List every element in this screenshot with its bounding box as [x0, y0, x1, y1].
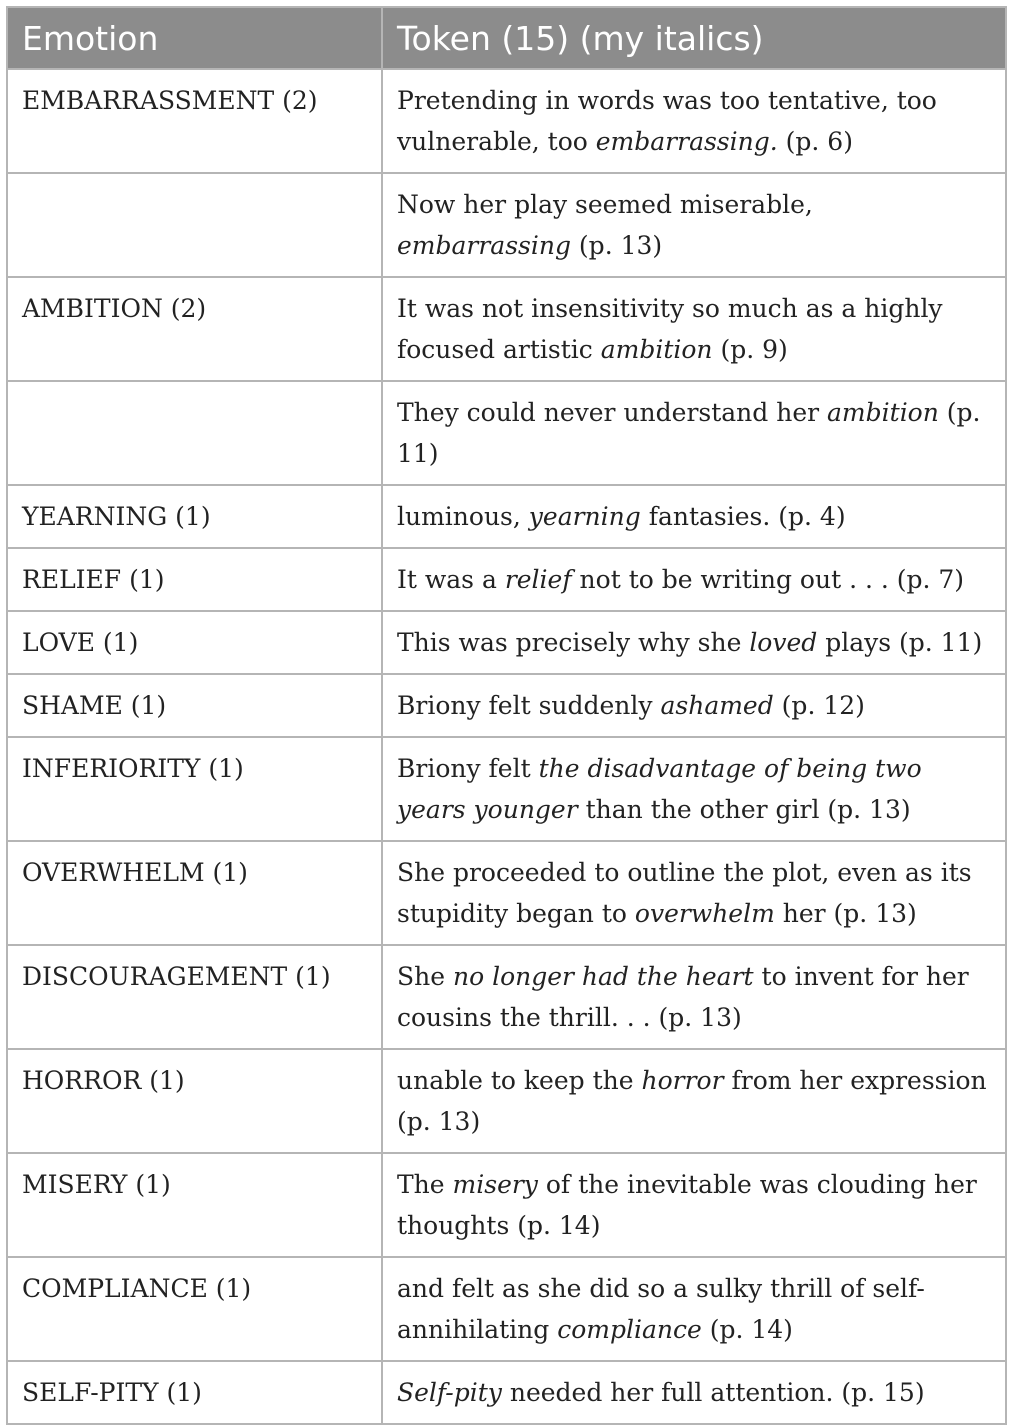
header-emotion: Emotion [7, 7, 382, 69]
token-italic-text: embarrassing [397, 231, 571, 260]
token-text: fantasies. (p. 4) [640, 502, 846, 531]
token-cell [382, 1361, 1006, 1424]
token-cell [382, 173, 1006, 277]
table-row [7, 841, 1006, 945]
emotion-cell: SELF-PITY (1) [7, 1361, 382, 1424]
token-italic-text: relief [504, 565, 572, 594]
token-text: (p. 11) [397, 398, 981, 468]
token-cell [382, 737, 1006, 841]
table-row [7, 674, 1006, 737]
emotion-cell: RELIEF (1) [7, 548, 382, 611]
table-row [7, 1153, 1006, 1257]
table-row [7, 381, 1006, 485]
token-text: Pretending in words was too tentative, too vulnerable, too [397, 86, 937, 156]
table-body [7, 69, 1006, 1424]
table-row [7, 485, 1006, 548]
table-row [7, 1049, 1006, 1153]
table-container [6, 6, 1005, 1425]
emotion-cell: LOVE (1) [7, 611, 382, 674]
token-italic-text: embarrassing. [595, 127, 778, 156]
emotion-cell: EMBARRASSMENT (2) [7, 69, 382, 173]
token-cell [382, 841, 1006, 945]
emotion-cell: COMPLIANCE (1) [7, 1257, 382, 1361]
table-row [7, 1361, 1006, 1424]
token-text: This was precisely why she [397, 628, 750, 657]
token-text: She [397, 962, 453, 991]
token-italic-text: horror [641, 1066, 724, 1095]
token-text: luminous, [397, 502, 529, 531]
token-italic-text: ambition [600, 335, 713, 364]
table-row [7, 611, 1006, 674]
table-row [7, 737, 1006, 841]
token-cell [382, 611, 1006, 674]
token-text: They could never understand her [397, 398, 828, 427]
token-text: (p. 12) [773, 691, 865, 720]
token-italic-text: Self-pity [397, 1378, 502, 1407]
token-italic-text: no longer had the heart [452, 962, 754, 991]
emotion-cell [7, 381, 382, 485]
token-italic-text: overwhelm [634, 899, 775, 928]
token-text: of the inevitable was clouding her thoughts (p. 14) [397, 1170, 977, 1240]
token-italic-text: the disadvantage of being two years younger [397, 754, 922, 824]
token-italic-text: yearning [528, 502, 641, 531]
token-text: needed her full attention. (p. 15) [501, 1378, 925, 1407]
token-italic-text: ashamed [660, 691, 774, 720]
emotion-cell [7, 173, 382, 277]
token-text: It was a [397, 565, 505, 594]
token-cell [382, 674, 1006, 737]
token-text: (p. 13) [570, 231, 663, 260]
table-row [7, 69, 1006, 173]
token-cell [382, 277, 1006, 381]
token-italic-text: loved [749, 628, 818, 657]
emotion-cell: OVERWHELM (1) [7, 841, 382, 945]
token-text: (p. 9) [712, 335, 788, 364]
token-italic-text: compliance [557, 1315, 702, 1344]
token-cell [382, 945, 1006, 1049]
emotion-cell: HORROR (1) [7, 1049, 382, 1153]
emotion-token-table [6, 6, 1007, 1425]
emotion-cell: AMBITION (2) [7, 277, 382, 381]
token-text: from her expression (p. 13) [397, 1066, 987, 1136]
emotion-cell: MISERY (1) [7, 1153, 382, 1257]
token-text: (p. 14) [701, 1315, 793, 1344]
table-row [7, 173, 1006, 277]
token-italic-text: misery [452, 1170, 538, 1199]
token-cell [382, 1153, 1006, 1257]
token-text: It was not insensitivity so much as a highly focused artistic [397, 294, 943, 364]
token-text: The [397, 1170, 453, 1199]
table-row [7, 277, 1006, 381]
token-text: She proceeded to outline the plot, even as its stupidity began to [397, 858, 972, 928]
token-text: to invent for her cousins the thrill. . . (p. 13) [397, 962, 969, 1032]
table-row [7, 1257, 1006, 1361]
token-text: than the other girl (p. 13) [577, 795, 911, 824]
emotion-cell: DISCOURAGEMENT (1) [7, 945, 382, 1049]
token-text: Briony felt suddenly [397, 691, 661, 720]
token-text: plays (p. 11) [817, 628, 983, 657]
token-cell [382, 548, 1006, 611]
table-header [7, 7, 1006, 69]
token-cell [382, 1257, 1006, 1361]
emotion-cell: SHAME (1) [7, 674, 382, 737]
token-text: not to be writing out . . . (p. 7) [571, 565, 965, 594]
token-text: Now her play seemed miserable, [397, 190, 813, 219]
table-row [7, 548, 1006, 611]
token-text: (p. 6) [777, 127, 853, 156]
header-row [7, 7, 1006, 69]
token-text: unable to keep the [397, 1066, 642, 1095]
token-text: her (p. 13) [774, 899, 917, 928]
token-text: Briony felt [397, 754, 539, 783]
token-cell [382, 1049, 1006, 1153]
token-cell [382, 69, 1006, 173]
token-cell [382, 381, 1006, 485]
emotion-cell: INFERIORITY (1) [7, 737, 382, 841]
table-row [7, 945, 1006, 1049]
token-italic-text: ambition [827, 398, 939, 427]
token-cell [382, 485, 1006, 548]
emotion-cell: YEARNING (1) [7, 485, 382, 548]
token-text: and felt as she did so a sulky thrill of self-annihilating [397, 1274, 925, 1344]
header-token: Token (15) (my italics) [382, 7, 1006, 69]
